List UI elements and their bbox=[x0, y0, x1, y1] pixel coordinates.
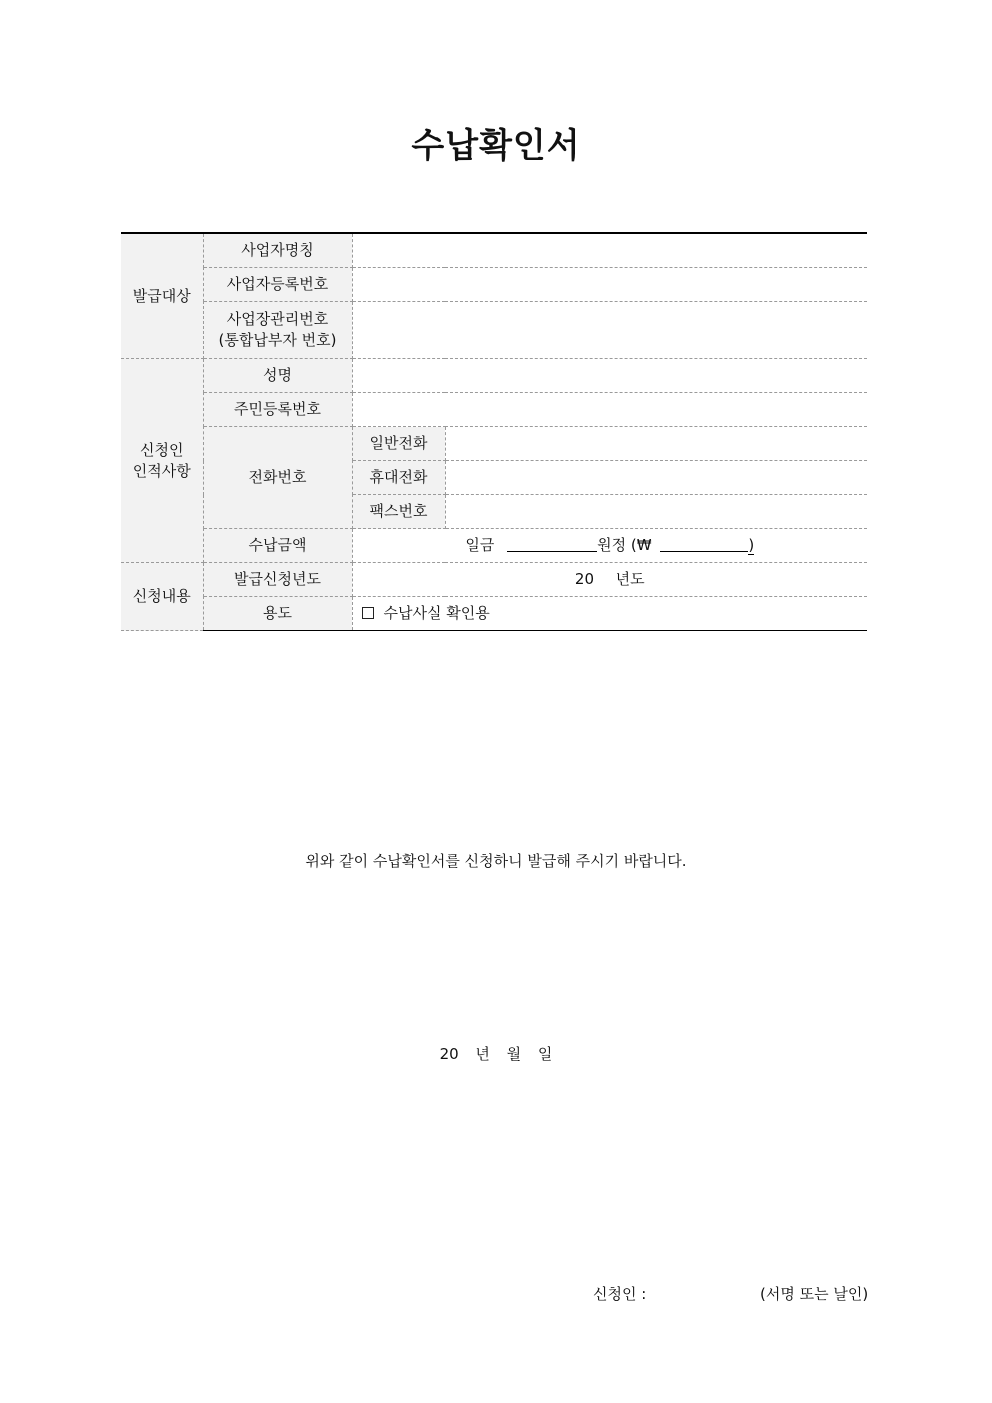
section-applicant-line2: 인적사항 bbox=[132, 461, 191, 480]
label-payment-amount: 수납금액 bbox=[203, 529, 352, 563]
request-statement: 위와 같이 수납확인서를 신청하니 발급해 주시기 바랍니다. bbox=[305, 852, 687, 870]
amount-prefix: 일금 bbox=[465, 536, 495, 554]
amount-middle: 원정 (₩ bbox=[597, 536, 652, 554]
label-resident-no: 주민등록번호 bbox=[203, 393, 352, 427]
business-reg-no-field[interactable] bbox=[352, 268, 867, 302]
amount-number-blank[interactable] bbox=[660, 535, 748, 552]
signature-note: (서명 또는 날인) bbox=[760, 1285, 869, 1303]
label-phone: 전화번호 bbox=[203, 427, 352, 529]
label-site-mgmt-no bbox=[203, 302, 352, 359]
section-request: 신청내용 bbox=[121, 563, 203, 631]
section-issue-target: 발급대상 bbox=[121, 233, 203, 359]
label-name: 성명 bbox=[203, 359, 352, 393]
name-field[interactable] bbox=[352, 359, 867, 393]
label-fax: 팩스번호 bbox=[352, 495, 445, 529]
label-site-mgmt-no-line2: (통합납부자 번호) bbox=[218, 331, 337, 349]
fax-field[interactable] bbox=[445, 495, 867, 529]
year-prefix: 20 bbox=[574, 570, 595, 588]
year-suffix: 년도 bbox=[615, 570, 645, 588]
business-name-field[interactable] bbox=[352, 233, 867, 268]
label-business-name: 사업자명칭 bbox=[203, 233, 352, 268]
label-phone-general: 일반전화 bbox=[352, 427, 445, 461]
document-title: 수납확인서 bbox=[411, 126, 581, 166]
application-form-table bbox=[121, 232, 867, 631]
label-phone-mobile: 휴대전화 bbox=[352, 461, 445, 495]
section-applicant-line1: 신청인 bbox=[140, 440, 184, 459]
label-business-reg-no: 사업자등록번호 bbox=[203, 268, 352, 302]
phone-general-field[interactable] bbox=[445, 427, 867, 461]
applicant-label: 신청인 : bbox=[593, 1285, 647, 1303]
date-line: 20 년 월 일 bbox=[439, 1045, 553, 1063]
amount-korean-blank[interactable] bbox=[507, 535, 597, 552]
phone-mobile-field[interactable] bbox=[445, 461, 867, 495]
label-site-mgmt-no-line1: 사업장관리번호 bbox=[226, 310, 329, 328]
purpose-field bbox=[352, 597, 867, 631]
purpose-checkbox[interactable] bbox=[362, 607, 374, 619]
resident-no-field[interactable] bbox=[352, 393, 867, 427]
site-mgmt-no-field[interactable] bbox=[352, 302, 867, 359]
purpose-option-label: 수납사실 확인용 bbox=[383, 604, 490, 622]
payment-amount-field[interactable] bbox=[352, 529, 867, 563]
amount-suffix: ) bbox=[748, 536, 755, 554]
label-issue-year: 발급신청년도 bbox=[203, 563, 352, 597]
label-purpose: 용도 bbox=[203, 597, 352, 631]
section-applicant-info bbox=[121, 359, 203, 563]
issue-year-field[interactable] bbox=[352, 563, 867, 597]
